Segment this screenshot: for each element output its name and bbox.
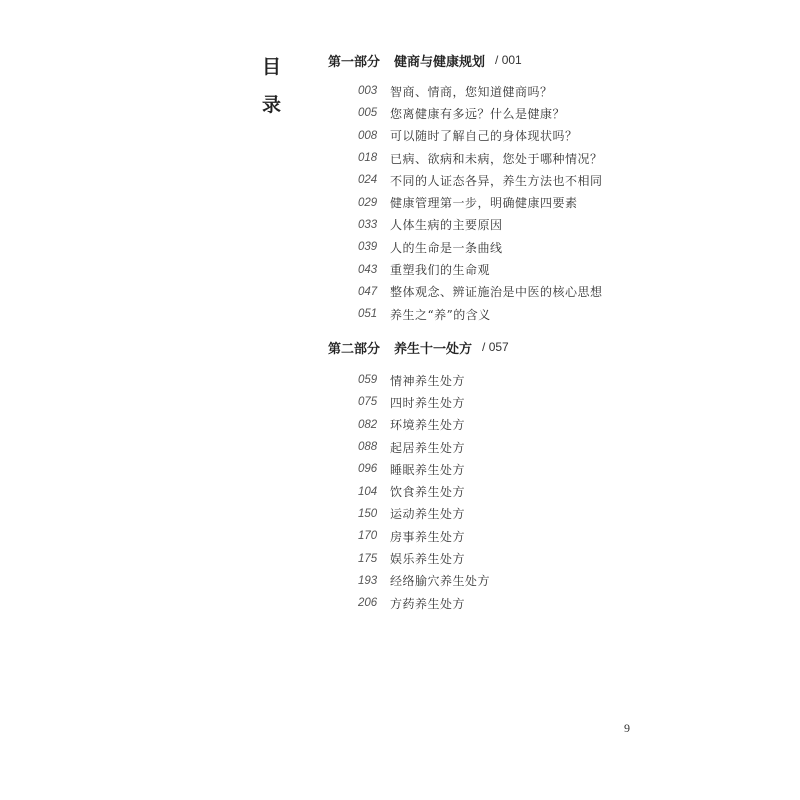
entry-page-number: 059 — [358, 374, 378, 387]
toc-entry[interactable] — [358, 525, 490, 547]
entry-page-number: 170 — [358, 530, 378, 543]
toc-entry[interactable] — [358, 80, 603, 102]
toc-entry[interactable] — [358, 281, 603, 303]
part-title: 健商与健康规划 — [394, 54, 486, 70]
entry-title: 重塑我们的生命观 — [390, 263, 491, 278]
entry-title: 您离健康有多远？什么是健康？ — [390, 106, 566, 121]
entry-title: 整体观念、辨证施治是中医的核心思想 — [390, 285, 603, 300]
entry-title: 不同的人证态各异，养生方法也不相同 — [390, 173, 603, 188]
entry-page-number: 206 — [358, 597, 378, 610]
entry-title: 房事养生处方 — [390, 529, 466, 544]
toc-entry[interactable] — [358, 458, 490, 480]
toc-entry[interactable] — [358, 547, 490, 569]
entry-title: 养生之“养”的含义 — [390, 307, 491, 322]
entry-page-number: 008 — [358, 129, 378, 142]
entry-page-number: 043 — [358, 263, 378, 276]
entry-title: 情神养生处方 — [390, 373, 466, 388]
toc-entry[interactable] — [358, 592, 490, 614]
toc-entry[interactable] — [358, 191, 603, 213]
entry-page-number: 033 — [358, 218, 378, 231]
entry-page-number: 075 — [358, 396, 378, 409]
toc-entry[interactable] — [358, 570, 490, 592]
part-page-number: / 057 — [482, 340, 509, 354]
toc-entry[interactable] — [358, 236, 603, 258]
toc-entry[interactable] — [358, 436, 490, 458]
part-title: 养生十一处方 — [394, 341, 473, 357]
entry-page-number: 175 — [358, 552, 378, 565]
entry-page-number: 082 — [358, 418, 378, 431]
toc-entry[interactable] — [358, 258, 603, 280]
entry-page-number: 051 — [358, 308, 378, 321]
part-heading[interactable] — [328, 336, 509, 358]
entry-page-number: 150 — [358, 507, 378, 520]
toc-entry-list — [358, 369, 490, 614]
toc-entry[interactable] — [358, 414, 490, 436]
toc-heading-char: 目 — [262, 56, 282, 78]
entry-title: 可以随时了解自己的身体现状吗？ — [390, 129, 578, 144]
entry-title: 四时养生处方 — [390, 395, 466, 410]
entry-title: 健康管理第一步，明确健康四要素 — [390, 196, 578, 211]
toc-heading — [262, 48, 284, 124]
entry-title: 人的生命是一条曲线 — [390, 240, 503, 255]
part-page-number: / 001 — [495, 53, 522, 67]
entry-title: 方药养生处方 — [390, 596, 466, 611]
toc-entry[interactable] — [358, 303, 603, 325]
toc-entry-list — [358, 80, 603, 325]
toc-entry[interactable] — [358, 147, 603, 169]
entry-page-number: 104 — [358, 485, 378, 498]
entry-title: 智商、情商，您知道健商吗？ — [390, 84, 553, 99]
toc-entry[interactable] — [358, 503, 490, 525]
entry-title: 睡眠养生处方 — [390, 462, 466, 477]
entry-title: 饮食养生处方 — [390, 485, 466, 500]
entry-title: 娱乐养生处方 — [390, 552, 466, 567]
entry-page-number: 088 — [358, 441, 378, 454]
entry-page-number: 047 — [358, 285, 378, 298]
toc-entry[interactable] — [358, 125, 603, 147]
entry-page-number: 024 — [358, 174, 378, 187]
entry-title: 运动养生处方 — [390, 507, 466, 522]
toc-entry[interactable] — [358, 102, 603, 124]
entry-title: 起居养生处方 — [390, 440, 466, 455]
entry-title: 经络腧穴养生处方 — [390, 574, 491, 589]
entry-page-number: 003 — [358, 85, 378, 98]
entry-page-number: 029 — [358, 196, 378, 209]
entry-title: 人体生病的主要原因 — [390, 218, 503, 233]
toc-heading-char: 录 — [262, 94, 282, 116]
page-number: 9 — [624, 721, 630, 735]
entry-page-number: 018 — [358, 152, 378, 165]
part-heading[interactable] — [328, 49, 522, 71]
toc-entry[interactable] — [358, 214, 603, 236]
entry-title: 环境养生处方 — [390, 418, 466, 433]
part-label: 第二部分 — [328, 341, 381, 357]
toc-entry[interactable] — [358, 169, 603, 191]
toc-entry[interactable] — [358, 480, 490, 502]
toc-entry[interactable] — [358, 369, 490, 391]
entry-page-number: 096 — [358, 463, 378, 476]
entry-title: 已病、欲病和未病，您处于哪种情况？ — [390, 151, 603, 166]
entry-page-number: 005 — [358, 107, 378, 120]
entry-page-number: 193 — [358, 574, 378, 587]
entry-page-number: 039 — [358, 241, 378, 254]
part-label: 第一部分 — [328, 54, 381, 70]
toc-entry[interactable] — [358, 391, 490, 413]
